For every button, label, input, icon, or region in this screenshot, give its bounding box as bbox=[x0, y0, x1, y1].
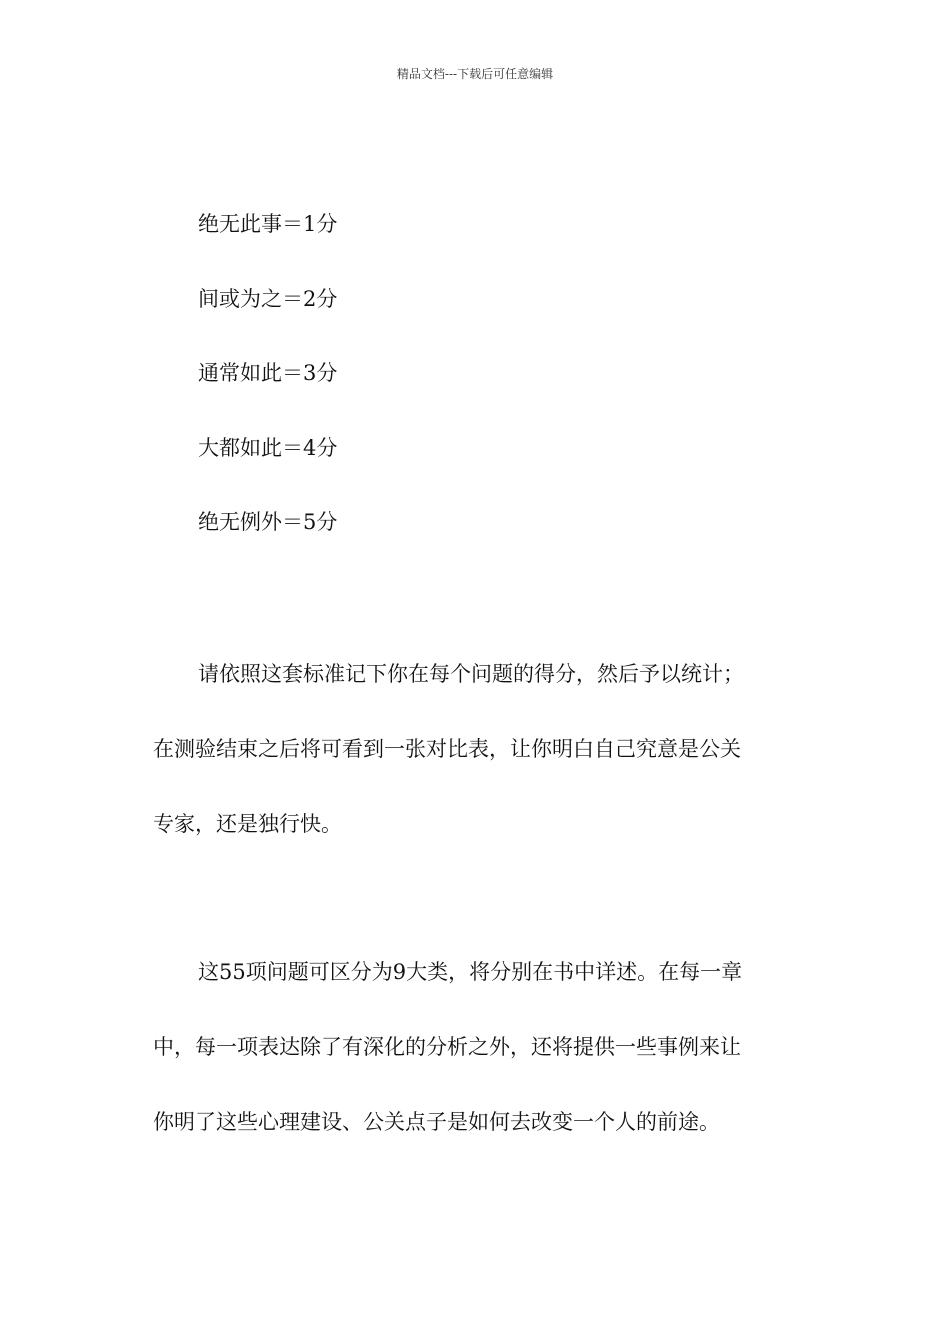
page-header: 精品文档---下载后可任意编辑 bbox=[396, 67, 554, 81]
score-item: 绝无此事＝1分 bbox=[198, 212, 338, 236]
score-item: 大都如此＝4分 bbox=[198, 435, 338, 460]
score-item: 间或为之＝2分 bbox=[198, 286, 338, 311]
score-item: 绝无例外＝5分 bbox=[198, 510, 338, 534]
paragraph-line: 中，每一项表达除了有深化的分析之外，还将提供一些事例来让 bbox=[153, 1035, 741, 1059]
paragraph-line: 请依照这套标准记下你在每个问题的得分，然后予以统计； bbox=[198, 662, 744, 686]
score-item: 通常如此＝3分 bbox=[198, 361, 338, 385]
paragraph-line: 专家，还是独行快。 bbox=[153, 812, 342, 836]
paragraph-line: 在测验结束之后将可看到一张对比表，让你明白自己究意是公关 bbox=[153, 737, 741, 761]
paragraph-line: 这55项问题可区分为9大类，将分别在书中详述。在每一章 bbox=[198, 960, 743, 984]
paragraph-line: 你明了这些心理建设、公关点子是如何去改变一个人的前途。 bbox=[153, 1110, 720, 1134]
overview-paragraph bbox=[153, 935, 803, 1160]
score-list bbox=[198, 204, 337, 577]
instruction-paragraph bbox=[153, 637, 803, 862]
